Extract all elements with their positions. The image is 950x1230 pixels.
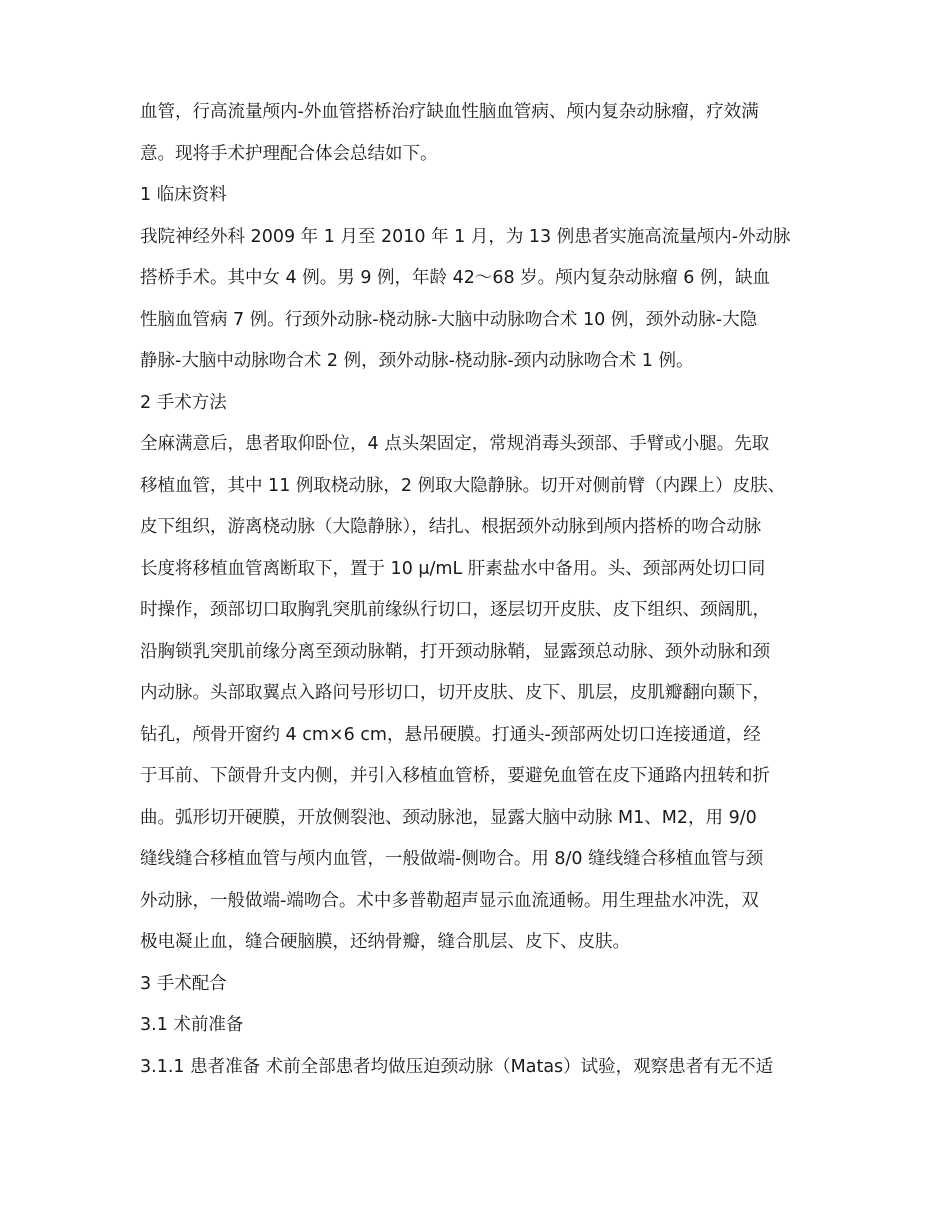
- text-line: 血管，行高流量颅内-外血管搭桥治疗缺血性脑血管病、颅内复杂动脉瘤，疗效满: [140, 102, 759, 122]
- text-line: 极电凝止血，缝合硬脑膜，还纳骨瓣，缝合肌层、皮下、皮肤。: [140, 932, 630, 952]
- text-line: 沿胸锁乳突肌前缘分离至颈动脉鞘，打开颈动脉鞘，显露颈总动脉、颈外动脉和颈: [140, 641, 770, 662]
- text-line: 内动脉。头部取翼点入路问号形切口，切开皮肤、皮下、肌层，皮肌瓣翻向颞下，: [140, 683, 770, 703]
- subsection-heading: 3.1 术前准备: [140, 1015, 244, 1035]
- text-line: 皮下组织，游离桡动脉（大隐静脉），结扎、根据颈外动脉到颅内搭桥的吻合动脉: [140, 517, 762, 537]
- text-line: 于耳前、下颌骨升支内侧，并引入移植血管桥，要避免血管在皮下通路内扭转和折: [140, 766, 770, 786]
- section-heading: 1 临床资料: [140, 185, 227, 205]
- text-line: 缝线缝合移植血管与颅内血管，一般做端-侧吻合。用 8/0 缝线缝合移植血管与颈: [140, 849, 764, 869]
- text-line: 时操作，颈部切口取胸乳突肌前缘纵行切口，逐层切开皮肤、皮下组织、颈阔肌，: [140, 600, 770, 620]
- text-line: 3.1.1 患者准备 术前全部患者均做压迫颈动脉（Matas）试验，观察患者有无不适: [140, 1056, 774, 1077]
- text-line: 性脑血管病 7 例。行颈外动脉-桡动脉-大脑中动脉吻合术 10 例，颈外动脉-大隐: [140, 309, 758, 330]
- text-line: 移植血管，其中 11 例取桡动脉，2 例取大隐静脉。切开对侧前臂（内踝上）皮肤、: [140, 475, 786, 496]
- text-line: 静脉-大脑中动脉吻合术 2 例，颈外动脉-桡动脉-颈内动脉吻合术 1 例。: [140, 351, 694, 371]
- text-line: 钻孔，颅骨开窗约 4 cm×6 cm，悬吊硬膜。打通头-颈部两处切口连接通道，经: [140, 724, 761, 745]
- section-heading: 3 手术配合: [140, 973, 227, 994]
- document-body: [140, 92, 830, 1088]
- text-line: 外动脉，一般做端-端吻合。术中多普勒超声显示血流通畅。用生理盐水冲洗，双: [140, 890, 759, 911]
- text-line: 长度将移植血管离断取下，置于 10 μ/mL 肝素盐水中备用。头、颈部两处切口同: [140, 558, 766, 579]
- text-line: 意。现将手术护理配合体会总结如下。: [140, 143, 438, 164]
- text-line: 曲。弧形切开硬膜，开放侧裂池、颈动脉池，显露大脑中动脉 M1、M2，用 9/0: [140, 807, 757, 828]
- text-line: 搭桥手术。其中女 4 例。男 9 例，年龄 42～68 岁。颅内复杂动脉瘤 6 例，缺血: [140, 268, 770, 288]
- section-heading: 2 手术方法: [140, 392, 227, 413]
- text-line: 全麻满意后，患者取仰卧位，4 点头架固定，常规消毒头颈部、手臂或小腿。先取: [140, 434, 770, 454]
- text-line: 我院神经外科 2009 年 1 月至 2010 年 1 月，为 13 例患者实施高流量颅内-外动脉: [140, 226, 791, 247]
